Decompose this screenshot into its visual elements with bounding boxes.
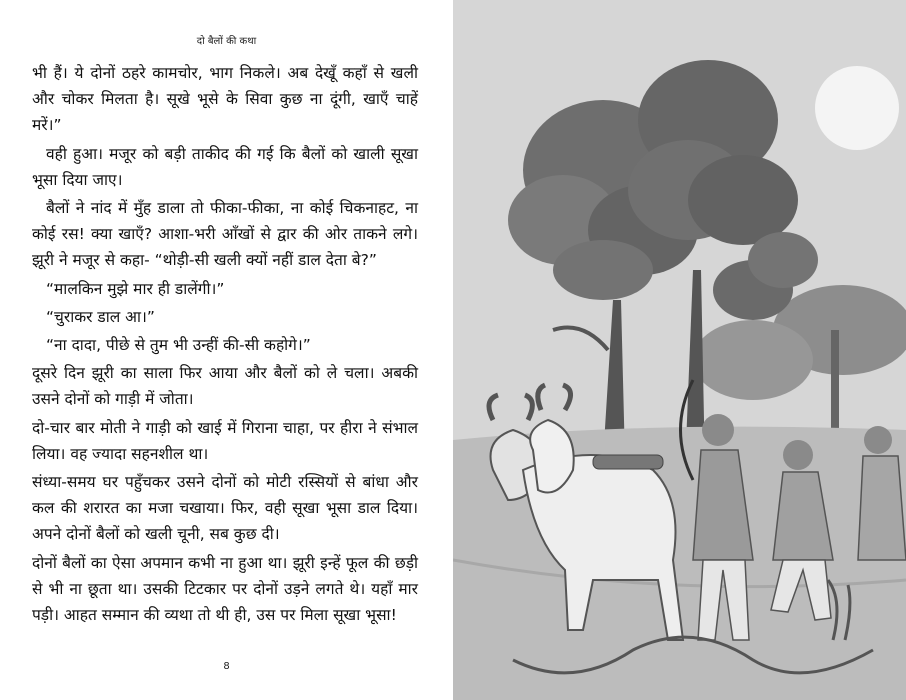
paragraph: “मालकिन मुझे मार ही डालेंगी।” bbox=[46, 279, 225, 298]
paragraph: संध्या-समय घर पहुँचकर उसने दोनों को मोटी रस्सियों से बांधा और कल की शरारत का मजा चखाया। फिर, वही सूखा भूसा डाल दिया। अपने दोनों बैलों को खली चूनी, सब कुछ दी। bbox=[32, 473, 418, 544]
paragraph: बैलों ने नांद में मुँह डाला तो फीका-फीका, ना कोई चिकनाहट, ना कोई रस! क्या खाएँ? आशा-भरी आँखों से द्वार की ओर ताकने लगे। झूरी ने मजूर से कहा- “थोड़ी-सी खली क्यों नहीं डाल देता बे?” bbox=[32, 199, 418, 270]
paragraph: भी हैं। ये दोनों ठहरे कामचोर, भाग निकले। अब देखूँ कहाँ से खली और चोकर मिलता है। सूखे भूसे के सिवा कुछ ना दूंगी, खाएँ चाहें मरें।” bbox=[32, 64, 418, 135]
page-number: 8 bbox=[223, 661, 230, 672]
illustration-page bbox=[453, 0, 906, 700]
paragraph: दोनों बैलों का ऐसा अपमान कभी ना हुआ था। झूरी इन्हें फूल की छड़ी से भी ना छूता था। उसकी टिटकार पर दोनों उड़ने लगते थे। यहाँ मार पड़ी। आहत सम्मान की व्यथा तो थी ही, उस पर मिला सूखा भूसा! bbox=[32, 553, 418, 625]
paragraph: दूसरे दिन झूरी का साला फिर आया और बैलों को ले चला। अबकी उसने दोनों को गाड़ी में जोता। bbox=[32, 364, 418, 409]
oxen-cart-illustration bbox=[453, 0, 906, 700]
sun bbox=[815, 66, 899, 150]
running-head: दो बैलों की कथा bbox=[196, 36, 257, 47]
body-text bbox=[32, 60, 418, 630]
paragraph: “चुराकर डाल आ।” bbox=[46, 307, 155, 326]
paragraph: दो-चार बार मोती ने गाड़ी को खाई में गिराना चाहा, पर हीरा ने संभाल लिया। वह ज्यादा सहनशील था। bbox=[32, 418, 418, 463]
paragraph: वही हुआ। मजूर को बड़ी ताकीद की गई कि बैलों को खाली सूखा भूसा दिया जाए। bbox=[32, 144, 418, 189]
paragraph: “ना दादा, पीछे से तुम भी उन्हीं की-सी कहोगे।” bbox=[46, 336, 311, 355]
